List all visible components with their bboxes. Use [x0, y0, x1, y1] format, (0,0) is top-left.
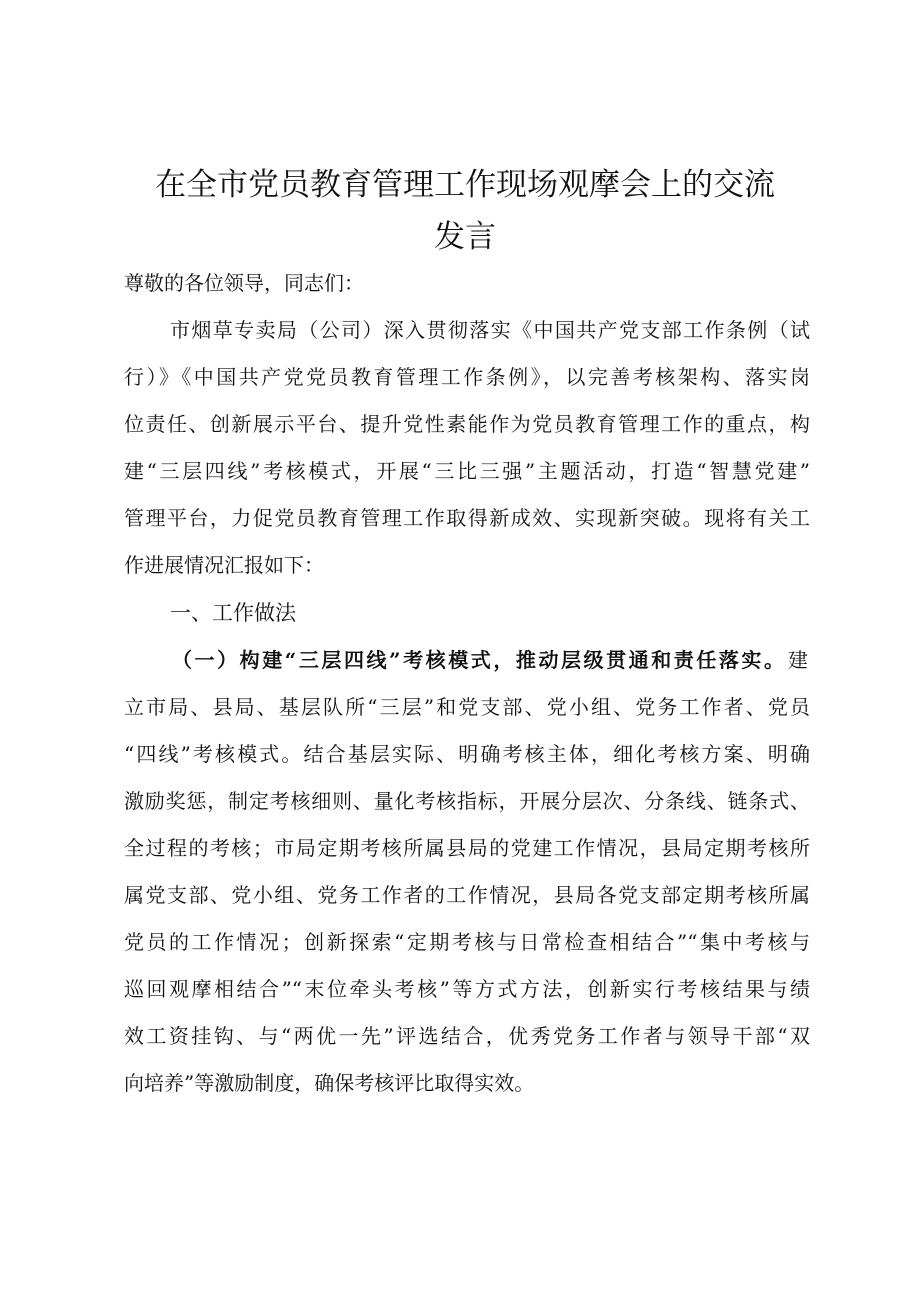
subsection-heading: （一）构建“三层四线”考核模式，推动层级贯通和责任落实。	[172, 648, 784, 672]
document-title-line-2: 发言	[434, 219, 496, 255]
intro-line: 作进展情况汇报如下：	[124, 553, 324, 577]
intro-line: 建“三层四线”考核模式，开展“三比三强”主题活动，打造“智慧党建”	[124, 459, 810, 483]
section-heading: 一、工作做法	[170, 601, 296, 625]
body-line: 党员的工作情况；创新探索“定期考核与日常检查相结合”“集中考核与	[124, 930, 810, 954]
body-line: 向培养”等激励制度，确保考核评比取得实效。	[124, 1071, 535, 1095]
body-line: 巡回观摩相结合”“末位牵头考核”等方式方法，创新实行考核结果与绩	[124, 977, 810, 1001]
body-line: 立市局、县局、基层队所“三层”和党支部、党小组、党务工作者、党员	[124, 695, 810, 719]
body-line: 属党支部、党小组、党务工作者的工作情况，县局各党支部定期考核所属	[124, 883, 810, 907]
body-line: 全过程的考核；市局定期考核所属县局的党建工作情况，县局定期考核所	[124, 836, 810, 860]
body-line: “四线”考核模式。结合基层实际、明确考核主体，细化考核方案、明确	[124, 742, 810, 766]
body-line: 建	[788, 648, 808, 672]
body-line: 效工资挂钩、与“两优一先”评选结合，优秀党务工作者与领导干部“双	[124, 1024, 810, 1048]
intro-line: 管理平台，力促党员教育管理工作取得新成效、实现新突破。现将有关工	[124, 506, 810, 530]
intro-line: 位责任、创新展示平台、提升党性素能作为党员教育管理工作的重点，构	[124, 412, 810, 436]
intro-line: 市烟草专卖局（公司）深入贯彻落实《中国共产党支部工作条例（试	[170, 318, 810, 342]
salutation: 尊敬的各位领导，同志们：	[124, 271, 364, 295]
document-title-line-1: 在全市党员教育管理工作现场观摩会上的交流	[155, 167, 775, 203]
body-line: 激励奖惩，制定考核细则、量化考核指标，开展分层次、分条线、链条式、	[124, 789, 810, 813]
intro-line: 行）》《中国共产党党员教育管理工作条例》，以完善考核架构、落实岗	[124, 365, 810, 389]
